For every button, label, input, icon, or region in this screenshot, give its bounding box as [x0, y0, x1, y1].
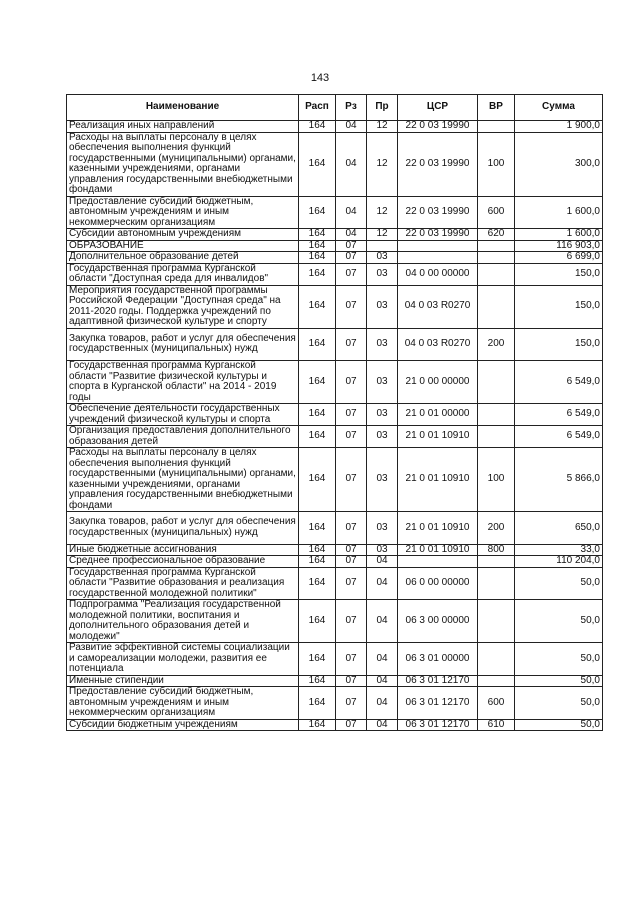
table-row	[67, 404, 603, 426]
cell-rz: 07	[336, 719, 367, 731]
cell-sum: 150,0	[515, 263, 603, 285]
cell-sum: 33,0	[515, 544, 603, 556]
cell-rasp: 164	[299, 361, 336, 404]
cell-rz: 07	[336, 643, 367, 676]
cell-pr: 03	[367, 252, 398, 264]
cell-vr: 100	[478, 132, 515, 196]
cell-csr: 04 0 03 R0270	[398, 328, 478, 361]
cell-csr: 06 3 01 12170	[398, 719, 478, 731]
cell-vr	[478, 404, 515, 426]
cell-rz: 07	[336, 285, 367, 328]
cell-rz: 07	[336, 252, 367, 264]
cell-sum: 1 600,0	[515, 196, 603, 229]
cell-vr	[478, 600, 515, 643]
cell-rz: 07	[336, 426, 367, 448]
cell-rasp: 164	[299, 426, 336, 448]
cell-name: Мероприятия государственной программы Российской Федерации "Доступная среда" на 2011-2020 годы. Поддержка учреждений по адаптивной физической культуре и спорту	[67, 285, 299, 328]
cell-pr: 03	[367, 285, 398, 328]
header-rz: Рз	[336, 95, 367, 121]
cell-rasp: 164	[299, 229, 336, 241]
table-row	[67, 448, 603, 512]
cell-sum: 650,0	[515, 512, 603, 545]
cell-pr: 04	[367, 687, 398, 720]
cell-sum: 300,0	[515, 132, 603, 196]
table-row	[67, 132, 603, 196]
cell-pr: 03	[367, 544, 398, 556]
cell-csr: 06 3 00 00000	[398, 600, 478, 643]
cell-csr: 22 0 03 19990	[398, 229, 478, 241]
cell-csr: 22 0 03 19990	[398, 121, 478, 133]
cell-vr: 100	[478, 448, 515, 512]
cell-vr	[478, 426, 515, 448]
cell-rasp: 164	[299, 675, 336, 687]
cell-rz: 07	[336, 567, 367, 600]
cell-pr: 04	[367, 643, 398, 676]
cell-name: ОБРАЗОВАНИЕ	[67, 240, 299, 252]
cell-pr	[367, 240, 398, 252]
table-row	[67, 567, 603, 600]
table-row	[67, 426, 603, 448]
table-row	[67, 229, 603, 241]
cell-vr	[478, 675, 515, 687]
cell-csr: 21 0 01 00000	[398, 404, 478, 426]
cell-sum: 50,0	[515, 600, 603, 643]
table-row	[67, 252, 603, 264]
table-body	[67, 121, 603, 731]
cell-vr: 600	[478, 196, 515, 229]
cell-sum: 1 600,0	[515, 229, 603, 241]
cell-name: Расходы на выплаты персоналу в целях обеспечения выполнения функций государственными (муниципальными) органами, казенными учреждениями, органами управления государственными внебюджетными фондами	[67, 448, 299, 512]
cell-sum: 50,0	[515, 719, 603, 731]
cell-rz: 04	[336, 121, 367, 133]
cell-name: Развитие эффективной системы социализации и самореализации молодежи, развития ее потенциала	[67, 643, 299, 676]
cell-rasp: 164	[299, 328, 336, 361]
cell-vr: 200	[478, 328, 515, 361]
cell-name: Закупка товаров, работ и услуг для обеспечения государственных (муниципальных) нужд	[67, 328, 299, 361]
cell-rz: 07	[336, 328, 367, 361]
table-row	[67, 285, 603, 328]
cell-rz: 04	[336, 132, 367, 196]
cell-vr	[478, 361, 515, 404]
cell-rasp: 164	[299, 404, 336, 426]
table-row	[67, 675, 603, 687]
cell-vr	[478, 567, 515, 600]
cell-pr: 12	[367, 132, 398, 196]
cell-name: Предоставление субсидий бюджетным, автономным учреждениям и иным некоммерческим организациям	[67, 196, 299, 229]
cell-name: Субсидии автономным учреждениям	[67, 229, 299, 241]
cell-rz: 07	[336, 512, 367, 545]
cell-name: Субсидии бюджетным учреждениям	[67, 719, 299, 731]
cell-pr: 12	[367, 229, 398, 241]
header-sum: Сумма	[515, 95, 603, 121]
cell-pr: 03	[367, 426, 398, 448]
cell-pr: 12	[367, 196, 398, 229]
cell-csr	[398, 556, 478, 568]
header-name: Наименование	[67, 95, 299, 121]
cell-sum: 150,0	[515, 328, 603, 361]
table-row	[67, 361, 603, 404]
cell-vr	[478, 121, 515, 133]
cell-name: Обеспечение деятельности государственных учреждений физической культуры и спорта	[67, 404, 299, 426]
table-row	[67, 196, 603, 229]
table-row	[67, 719, 603, 731]
cell-name: Иные бюджетные ассигнования	[67, 544, 299, 556]
cell-rz: 04	[336, 196, 367, 229]
cell-rz: 07	[336, 361, 367, 404]
cell-rz: 04	[336, 229, 367, 241]
cell-pr: 03	[367, 361, 398, 404]
cell-vr: 800	[478, 544, 515, 556]
cell-name: Среднее профессиональное образование	[67, 556, 299, 568]
cell-rz: 07	[336, 544, 367, 556]
cell-rasp: 164	[299, 240, 336, 252]
cell-vr: 610	[478, 719, 515, 731]
cell-name: Расходы на выплаты персоналу в целях обеспечения выполнения функций государственными (муниципальными) органами, казенными учреждениями, органами управления государственными внебюджетными фондами	[67, 132, 299, 196]
cell-rz: 07	[336, 263, 367, 285]
cell-rz: 07	[336, 675, 367, 687]
cell-rasp: 164	[299, 600, 336, 643]
cell-pr: 03	[367, 328, 398, 361]
page-number: 143	[310, 72, 330, 84]
cell-vr	[478, 643, 515, 676]
cell-rasp: 164	[299, 556, 336, 568]
cell-rz: 07	[336, 448, 367, 512]
table-row	[67, 643, 603, 676]
cell-vr: 620	[478, 229, 515, 241]
cell-rasp: 164	[299, 263, 336, 285]
cell-rasp: 164	[299, 121, 336, 133]
cell-sum: 1 900,0	[515, 121, 603, 133]
cell-sum: 110 204,0	[515, 556, 603, 568]
table-row	[67, 240, 603, 252]
cell-csr: 21 0 01 10910	[398, 426, 478, 448]
cell-name: Государственная программа Курганской области "Доступная среда для инвалидов"	[67, 263, 299, 285]
cell-rasp: 164	[299, 196, 336, 229]
cell-sum: 150,0	[515, 285, 603, 328]
budget-table	[66, 94, 603, 731]
cell-csr: 21 0 01 10910	[398, 544, 478, 556]
cell-name: Подпрограмма "Реализация государственной молодежной политики, воспитания и дополнительного образования детей и молодежи"	[67, 600, 299, 643]
cell-rz: 07	[336, 600, 367, 643]
cell-vr	[478, 556, 515, 568]
table-row	[67, 600, 603, 643]
cell-pr: 04	[367, 719, 398, 731]
cell-sum: 6 549,0	[515, 426, 603, 448]
table-row	[67, 544, 603, 556]
cell-vr	[478, 263, 515, 285]
cell-sum: 50,0	[515, 675, 603, 687]
cell-sum: 50,0	[515, 567, 603, 600]
table-row	[67, 687, 603, 720]
cell-pr: 04	[367, 600, 398, 643]
cell-pr: 04	[367, 567, 398, 600]
cell-sum: 5 866,0	[515, 448, 603, 512]
cell-csr: 04 0 00 00000	[398, 263, 478, 285]
cell-csr: 21 0 00 00000	[398, 361, 478, 404]
cell-pr: 12	[367, 121, 398, 133]
cell-name: Закупка товаров, работ и услуг для обеспечения государственных (муниципальных) нужд	[67, 512, 299, 545]
cell-rz: 07	[336, 556, 367, 568]
cell-sum: 6 699,0	[515, 252, 603, 264]
cell-pr: 03	[367, 263, 398, 285]
cell-csr: 22 0 03 19990	[398, 132, 478, 196]
cell-csr: 06 3 01 00000	[398, 643, 478, 676]
cell-csr	[398, 240, 478, 252]
cell-name: Государственная программа Курганской области "Развитие образования и реализация государственной молодежной политики"	[67, 567, 299, 600]
cell-sum: 6 549,0	[515, 361, 603, 404]
cell-csr: 22 0 03 19990	[398, 196, 478, 229]
cell-vr	[478, 240, 515, 252]
cell-vr: 600	[478, 687, 515, 720]
cell-pr: 04	[367, 556, 398, 568]
cell-name: Именные стипендии	[67, 675, 299, 687]
cell-sum: 6 549,0	[515, 404, 603, 426]
cell-rasp: 164	[299, 643, 336, 676]
cell-name: Предоставление субсидий бюджетным, автономным учреждениям и иным некоммерческим организациям	[67, 687, 299, 720]
cell-rz: 07	[336, 240, 367, 252]
cell-rasp: 164	[299, 719, 336, 731]
cell-rz: 07	[336, 404, 367, 426]
cell-rasp: 164	[299, 448, 336, 512]
cell-name: Дополнительное образование детей	[67, 252, 299, 264]
table-row	[67, 328, 603, 361]
cell-sum: 50,0	[515, 643, 603, 676]
cell-rasp: 164	[299, 512, 336, 545]
cell-pr: 03	[367, 448, 398, 512]
cell-rasp: 164	[299, 132, 336, 196]
cell-rasp: 164	[299, 687, 336, 720]
cell-sum: 116 903,0	[515, 240, 603, 252]
cell-name: Реализация иных направлений	[67, 121, 299, 133]
table-row	[67, 121, 603, 133]
header-csr: ЦСР	[398, 95, 478, 121]
header-rasp: Расп	[299, 95, 336, 121]
header-vr: ВР	[478, 95, 515, 121]
cell-rasp: 164	[299, 252, 336, 264]
cell-csr	[398, 252, 478, 264]
cell-name: Государственная программа Курганской области "Развитие физической культуры и спорта в Курганской области" на 2014 - 2019 годы	[67, 361, 299, 404]
cell-rasp: 164	[299, 567, 336, 600]
cell-rasp: 164	[299, 544, 336, 556]
cell-csr: 04 0 03 R0270	[398, 285, 478, 328]
cell-vr	[478, 252, 515, 264]
cell-rz: 07	[336, 687, 367, 720]
table-row	[67, 263, 603, 285]
header-pr: Пр	[367, 95, 398, 121]
cell-csr: 21 0 01 10910	[398, 512, 478, 545]
cell-pr: 03	[367, 512, 398, 545]
cell-csr: 06 3 01 12170	[398, 675, 478, 687]
cell-pr: 03	[367, 404, 398, 426]
cell-csr: 06 0 00 00000	[398, 567, 478, 600]
cell-pr: 04	[367, 675, 398, 687]
cell-rasp: 164	[299, 285, 336, 328]
cell-vr	[478, 285, 515, 328]
cell-csr: 21 0 01 10910	[398, 448, 478, 512]
cell-name: Организация предоставления дополнительного образования детей	[67, 426, 299, 448]
table-row	[67, 556, 603, 568]
cell-csr: 06 3 01 12170	[398, 687, 478, 720]
cell-sum: 50,0	[515, 687, 603, 720]
header-row	[67, 95, 603, 121]
table-row	[67, 512, 603, 545]
cell-vr: 200	[478, 512, 515, 545]
